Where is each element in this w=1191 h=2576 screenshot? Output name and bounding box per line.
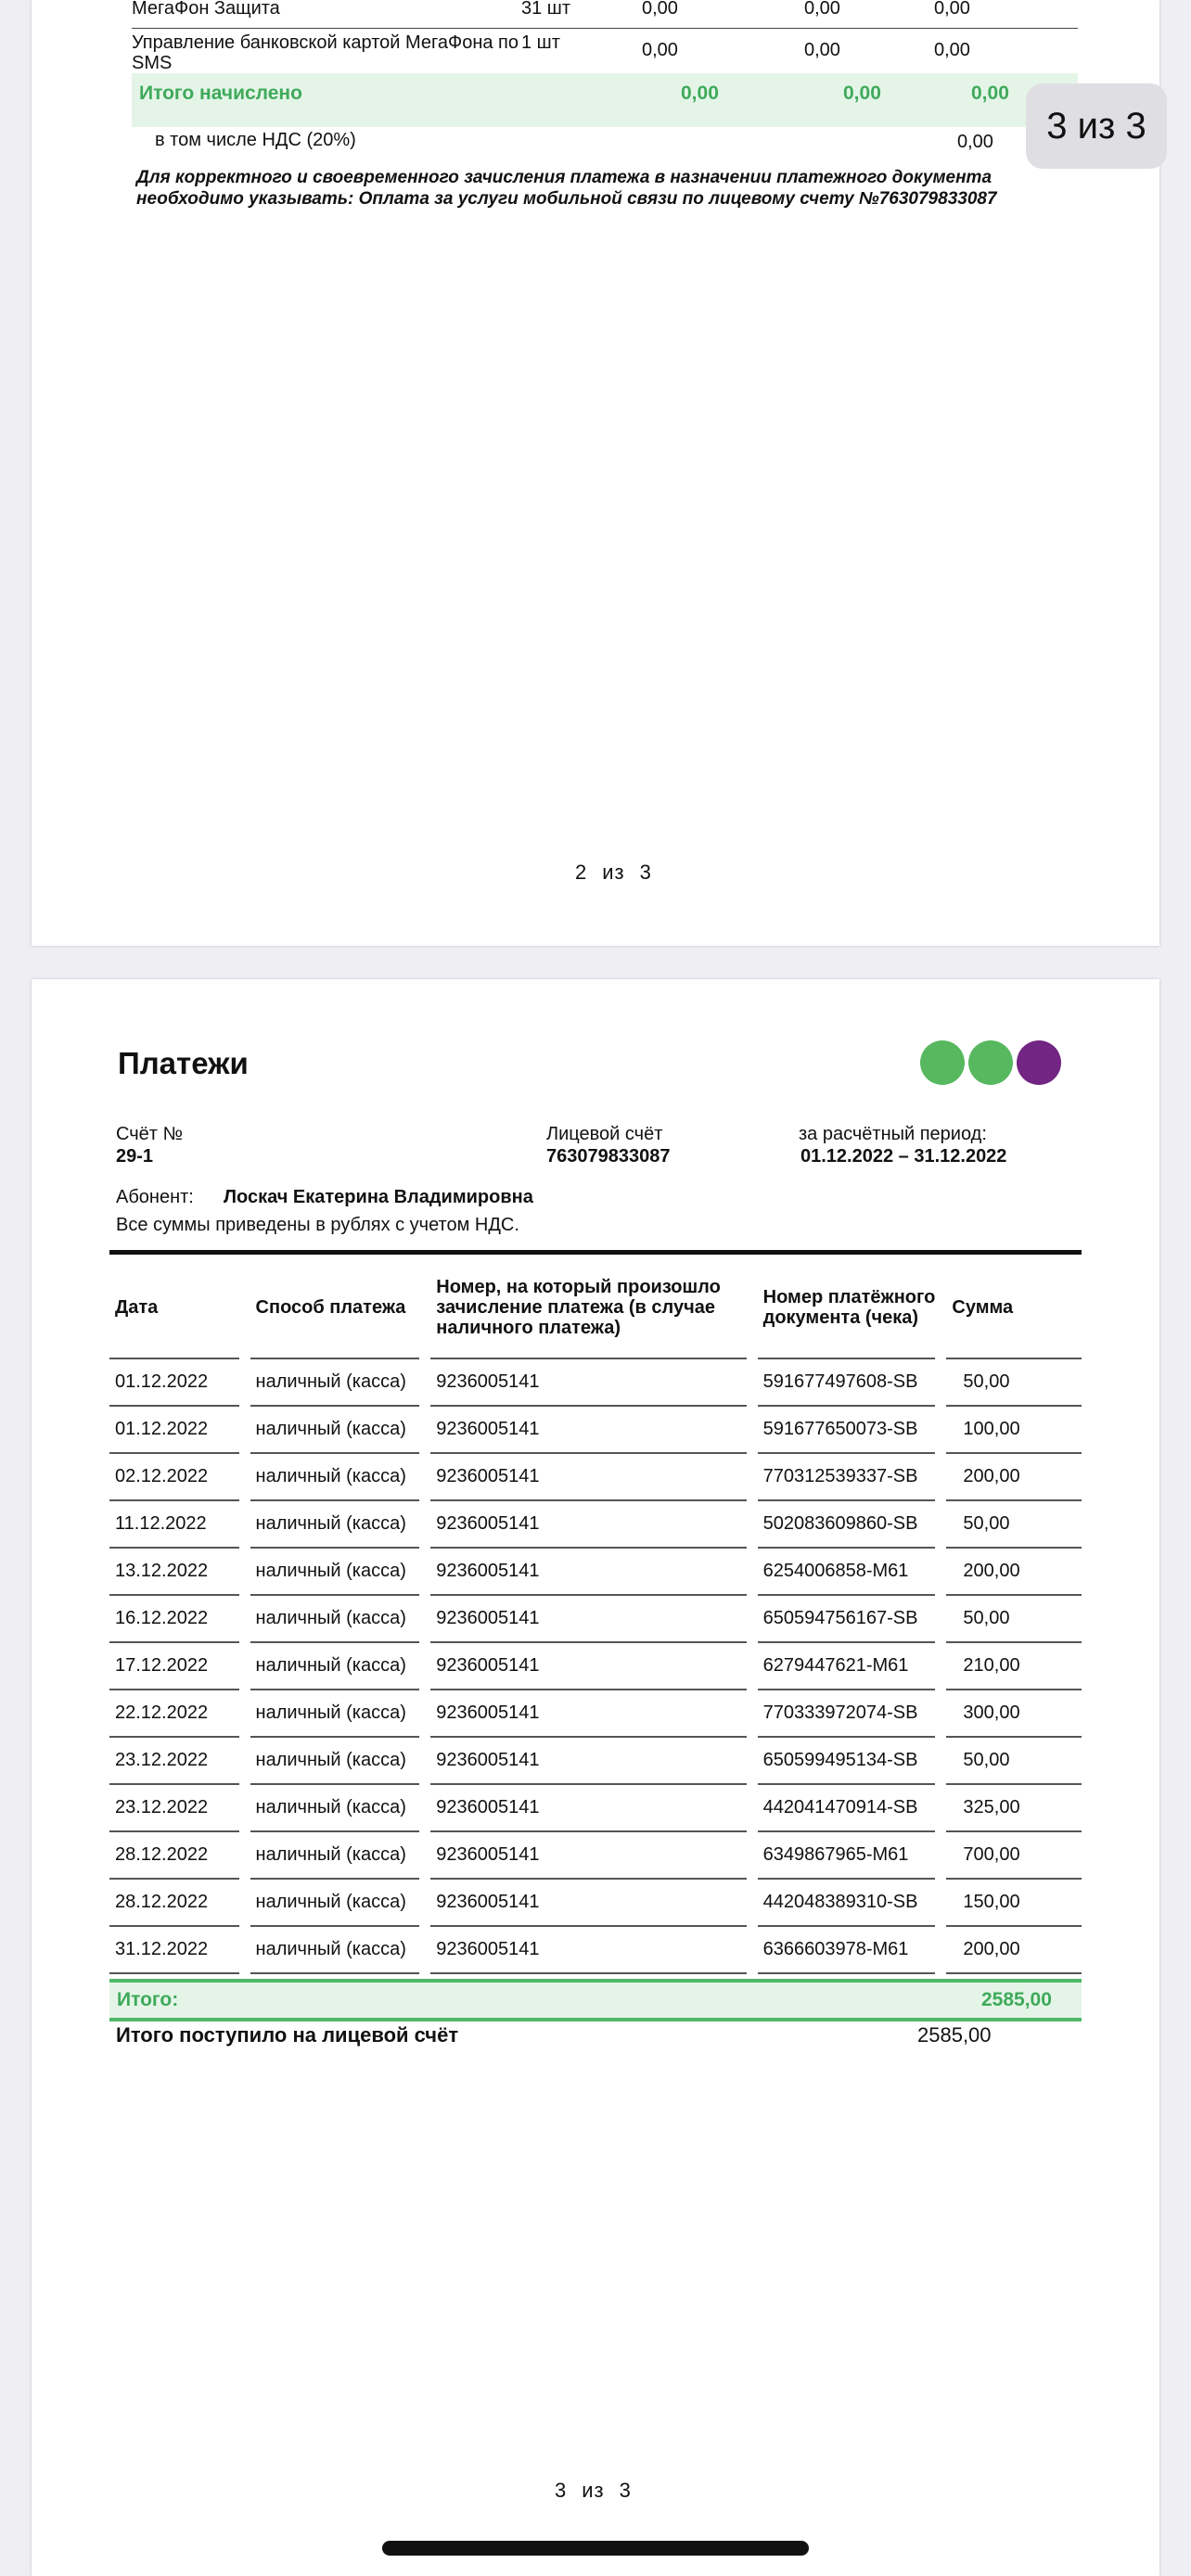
charges-total-amount: 0,00 <box>971 83 1009 104</box>
vat-label: в том числе НДС (20%) <box>155 130 356 150</box>
service-amount: 0,00 <box>642 29 804 83</box>
cell-number: 9236005141 <box>430 1690 746 1738</box>
invoice-label: Счёт № <box>116 1124 183 1144</box>
cell-method: наличный (касса) <box>250 1832 420 1880</box>
table-row <box>109 1596 1082 1643</box>
page-number-sep: из <box>602 861 625 884</box>
table-row <box>109 1643 1082 1690</box>
cell-doc: 6349867965-M61 <box>758 1832 936 1880</box>
cell-sum: 210,00 <box>946 1643 1082 1690</box>
cell-number: 9236005141 <box>430 1454 746 1501</box>
cell-doc: 770312539337-SB <box>758 1454 936 1501</box>
cell-sum: 50,00 <box>946 1501 1082 1549</box>
table-row <box>109 1501 1082 1549</box>
cell-date: 31.12.2022 <box>109 1927 239 1974</box>
cell-number: 9236005141 <box>430 1596 746 1643</box>
cell-date: 13.12.2022 <box>109 1549 239 1596</box>
cell-method: наличный (касса) <box>250 1596 420 1643</box>
cell-date: 23.12.2022 <box>109 1785 239 1832</box>
payments-table <box>98 1257 1093 1974</box>
cell-sum: 50,00 <box>946 1596 1082 1643</box>
cell-number: 9236005141 <box>430 1832 746 1880</box>
table-row <box>109 1880 1082 1927</box>
cell-doc: 442041470914-SB <box>758 1785 936 1832</box>
table-row <box>109 1927 1082 1974</box>
grand-total-value: 2585,00 <box>917 2023 992 2047</box>
cell-sum: 50,00 <box>946 1738 1082 1785</box>
all-sums-note: Все суммы приведены в рублях с учетом НДС. <box>116 1215 519 1235</box>
home-indicator[interactable] <box>382 2541 809 2556</box>
service-name: МегаФон Защита <box>132 0 521 29</box>
payments-total-label: Итого: <box>117 1989 179 2010</box>
service-qty: 1 шт <box>521 29 642 83</box>
cell-doc: 591677650073-SB <box>758 1407 936 1454</box>
cell-sum: 700,00 <box>946 1832 1082 1880</box>
cell-sum: 150,00 <box>946 1880 1082 1927</box>
cell-method: наличный (касса) <box>250 1407 420 1454</box>
cell-date: 17.12.2022 <box>109 1643 239 1690</box>
cell-number: 9236005141 <box>430 1359 746 1407</box>
table-row <box>109 1549 1082 1596</box>
page-number-current: 3 <box>555 2479 568 2502</box>
cell-number: 9236005141 <box>430 1501 746 1549</box>
service-amount: 0,00 <box>804 0 934 29</box>
cell-sum: 200,00 <box>946 1454 1082 1501</box>
page-number-total: 3 <box>639 861 652 884</box>
cell-number: 9236005141 <box>430 1880 746 1927</box>
service-amount: 0,00 <box>642 0 804 29</box>
page-title: Платежи <box>118 1046 249 1080</box>
cell-date: 28.12.2022 <box>109 1832 239 1880</box>
service-amount: 0,00 <box>934 0 1078 29</box>
logo-dot <box>1017 1040 1061 1085</box>
cell-date: 01.12.2022 <box>109 1407 239 1454</box>
table-row <box>109 1359 1082 1407</box>
subscriber-label: Абонент: <box>116 1187 194 1207</box>
cell-doc: 6254006858-M61 <box>758 1549 936 1596</box>
cell-sum: 200,00 <box>946 1549 1082 1596</box>
cell-sum: 325,00 <box>946 1785 1082 1832</box>
cell-doc: 650599495134-SB <box>758 1738 936 1785</box>
cell-method: наличный (касса) <box>250 1454 420 1501</box>
cell-number: 9236005141 <box>430 1738 746 1785</box>
cell-doc: 650594756167-SB <box>758 1596 936 1643</box>
cell-number: 9236005141 <box>430 1785 746 1832</box>
payments-total-value: 2585,00 <box>981 1989 1052 2010</box>
cell-date: 16.12.2022 <box>109 1596 239 1643</box>
cell-method: наличный (касса) <box>250 1501 420 1549</box>
account-label: Лицевой счёт <box>546 1124 663 1144</box>
cell-sum: 100,00 <box>946 1407 1082 1454</box>
cell-date: 11.12.2022 <box>109 1501 239 1549</box>
cell-doc: 442048389310-SB <box>758 1880 936 1927</box>
cell-method: наличный (касса) <box>250 1549 420 1596</box>
table-row <box>109 1690 1082 1738</box>
cell-method: наличный (касса) <box>250 1738 420 1785</box>
page-number-total: 3 <box>619 2479 632 2502</box>
service-amount: 0,00 <box>934 29 1078 83</box>
charges-total-row <box>132 73 1078 127</box>
cell-date: 23.12.2022 <box>109 1738 239 1785</box>
cell-sum: 200,00 <box>946 1927 1082 1974</box>
cell-number: 9236005141 <box>430 1407 746 1454</box>
account-number: 763079833087 <box>546 1146 671 1167</box>
cell-number: 9236005141 <box>430 1927 746 1974</box>
page-number-sep: из <box>582 2479 605 2502</box>
charges-total-label: Итого начислено <box>139 83 302 104</box>
cell-sum: 50,00 <box>946 1359 1082 1407</box>
logo-dot <box>920 1040 965 1085</box>
cell-method: наличный (касса) <box>250 1690 420 1738</box>
document-page-2 <box>32 0 1159 946</box>
cell-method: наличный (касса) <box>250 1927 420 1974</box>
subscriber-name: Лоскач Екатерина Владимировна <box>224 1187 533 1207</box>
period-label: за расчётный период: <box>799 1124 987 1144</box>
service-name: Управление банковской картой МегаФона по SMS <box>132 29 521 83</box>
period-value: 01.12.2022 – 31.12.2022 <box>800 1146 1007 1167</box>
cell-method: наличный (касса) <box>250 1359 420 1407</box>
cell-doc: 502083609860-SB <box>758 1501 936 1549</box>
service-qty: 31 шт <box>521 0 642 29</box>
document-page-3 <box>32 979 1159 2576</box>
cell-sum: 300,00 <box>946 1690 1082 1738</box>
page-number-current: 2 <box>575 861 588 884</box>
column-header-date: Дата <box>109 1257 239 1359</box>
table-row <box>109 1454 1082 1501</box>
table-row <box>109 1832 1082 1880</box>
payments-total-row <box>109 1979 1082 2021</box>
cell-date: 01.12.2022 <box>109 1359 239 1407</box>
page-count-badge: 3 из 3 <box>1026 83 1167 169</box>
table-row <box>109 1738 1082 1785</box>
column-header-doc: Номер платёжного документа (чека) <box>758 1257 936 1359</box>
table-row <box>132 0 1078 29</box>
cell-date: 28.12.2022 <box>109 1880 239 1927</box>
charges-total-amount: 0,00 <box>681 83 719 104</box>
vat-value: 0,00 <box>957 132 993 152</box>
table-header-row <box>109 1257 1082 1359</box>
service-amount: 0,00 <box>804 29 934 83</box>
table-row <box>109 1407 1082 1454</box>
cell-doc: 591677497608-SB <box>758 1359 936 1407</box>
cell-doc: 6279447621-M61 <box>758 1643 936 1690</box>
invoice-number: 29-1 <box>116 1146 154 1167</box>
column-header-number: Номер, на который произошло зачисление платежа (в случае наличного платежа) <box>430 1257 746 1359</box>
cell-number: 9236005141 <box>430 1549 746 1596</box>
cell-doc: 6366603978-M61 <box>758 1927 936 1974</box>
table-top-rule <box>109 1250 1082 1255</box>
cell-date: 02.12.2022 <box>109 1454 239 1501</box>
cell-method: наличный (касса) <box>250 1785 420 1832</box>
column-header-sum: Сумма <box>946 1257 1082 1359</box>
charges-total-amount: 0,00 <box>843 83 881 104</box>
megafon-logo <box>920 1040 1061 1087</box>
logo-dot <box>968 1040 1013 1085</box>
cell-method: наличный (касса) <box>250 1880 420 1927</box>
page-number <box>568 861 660 885</box>
cell-method: наличный (касса) <box>250 1643 420 1690</box>
cell-date: 22.12.2022 <box>109 1690 239 1738</box>
column-header-method: Способ платежа <box>250 1257 420 1359</box>
grand-total-label: Итого поступило на лицевой счёт <box>116 2023 459 2047</box>
page-number <box>547 2479 639 2503</box>
table-row <box>109 1785 1082 1832</box>
payment-note: Для корректного и своевременного зачисления платежа в назначении платежного документа необходимо указывать: Оплата за услуги мобильной связи по лицевому счету №763079833087 <box>136 168 997 209</box>
cell-number: 9236005141 <box>430 1643 746 1690</box>
cell-doc: 770333972074-SB <box>758 1690 936 1738</box>
